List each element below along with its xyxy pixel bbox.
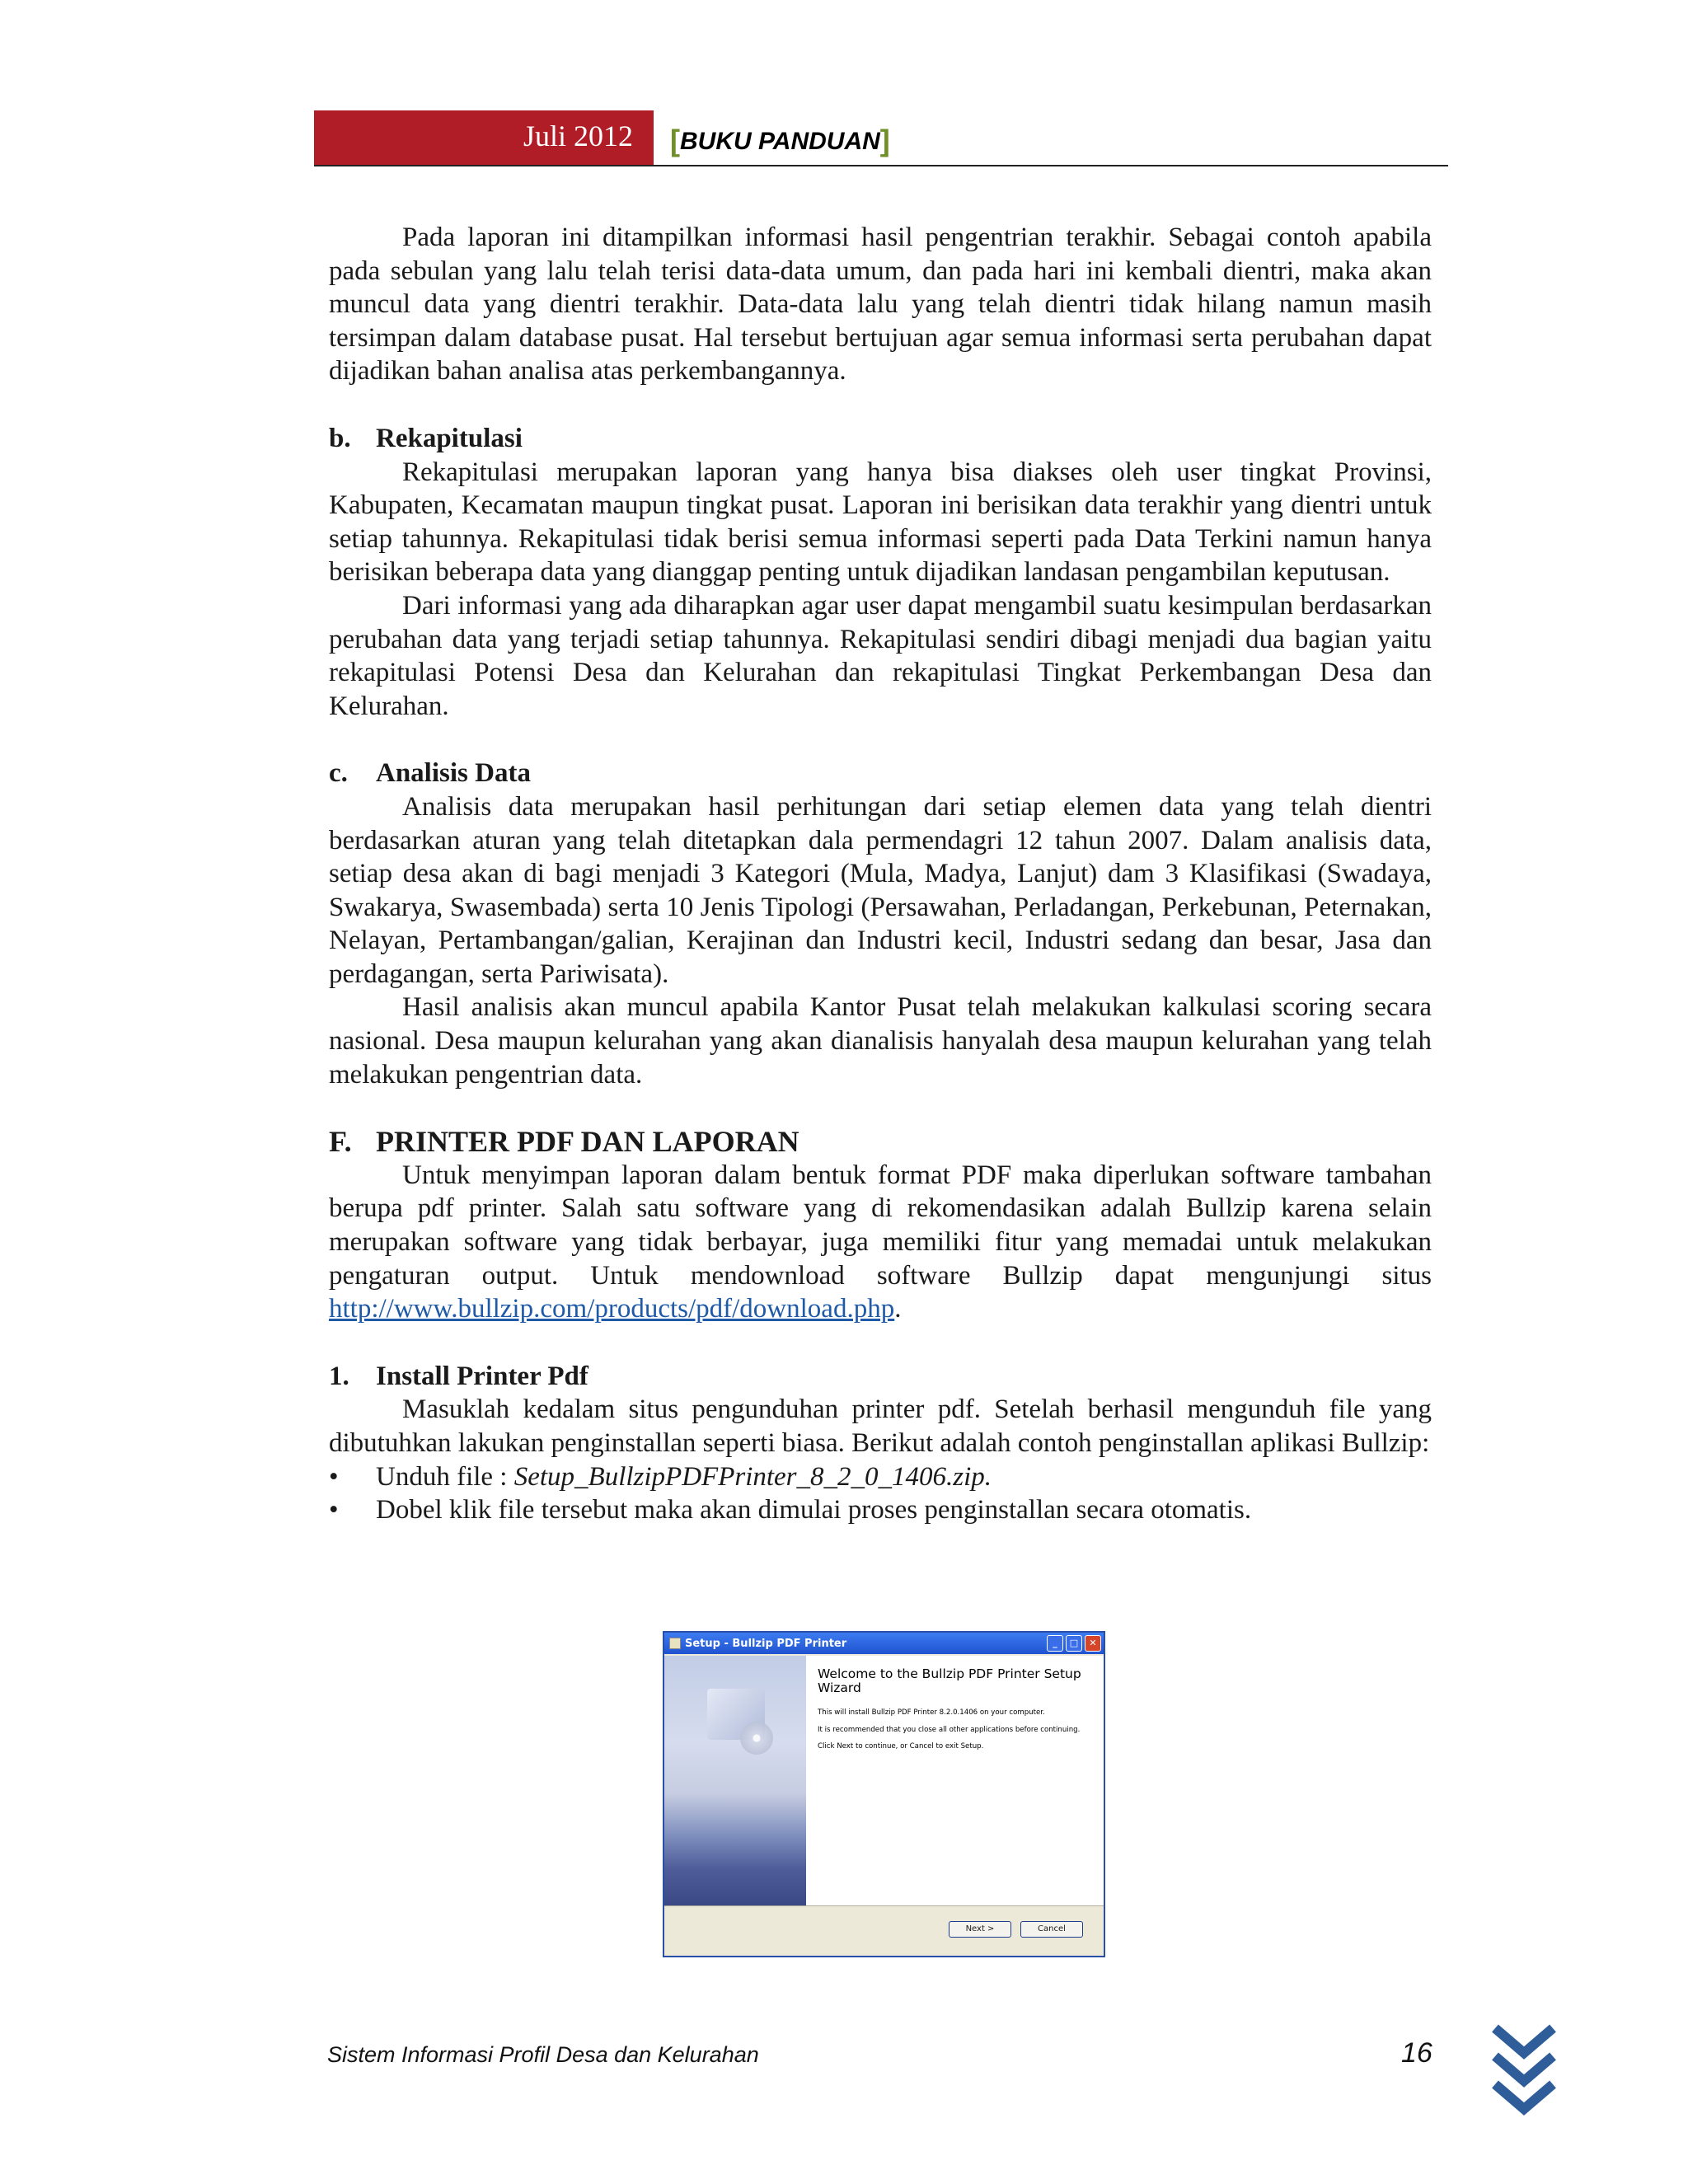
bullet-prefix: Unduh file : — [376, 1461, 514, 1492]
setup-window-title: Setup - Bullzip PDF Printer — [685, 1637, 847, 1650]
wizard-heading: Welcome to the Bullzip PDF Printer Setup Wizard — [818, 1666, 1081, 1695]
bullet-icon: • — [329, 1461, 339, 1492]
section-number: F. — [329, 1125, 352, 1159]
header-bracket-close: ] — [879, 124, 890, 157]
section-heading-install-printer — [329, 1360, 1432, 1394]
spacer — [329, 1091, 1432, 1125]
paragraph-text: Untuk menyimpan laporan dalam bentuk format PDF maka diperlukan software tambahan berupa pdf printer. Salah satu software yang di rekomendasikan adalah Bullzip karena selain merupakan software yang tidak berbayar, juga memiliki fitur yang memadai untuk melakukan pengaturan output. Untuk mendownload software Bullzip dapat mengunjungi situs — [329, 1160, 1432, 1291]
section-title: Analisis Data — [376, 758, 531, 789]
paragraph-analisis-1: Analisis data merupakan hasil perhitungan dari setiap elemen data yang telah dientri berdasarkan aturan yang telah ditetapkan dala permendagri 12 tahun 2007. Dalam analisis data, setiap desa akan di bagi menjadi 3 Kategori (Mula, Madya, Lanjut) dam 3 Klasifikasi (Swadaya, Swakarya, Swasembada) serta 10 Jenis Tipologi (Persawahan, Perladangan, Perkebunan, Peternakan, Nelayan, Pertambangan/galian, Kerajinan dan Industri kecil, Industri sedang dan besar, Jasa dan perdagangan, serta Pariwisata). — [329, 791, 1432, 989]
bullet-text: Dobel klik file tersebut maka akan dimulai proses penginstallan secara otomatis. — [376, 1495, 1252, 1526]
next-button[interactable]: Next > — [949, 1921, 1011, 1938]
close-icon[interactable]: ✕ — [1085, 1635, 1101, 1652]
paragraph-period: . — [894, 1294, 902, 1324]
wizard-line-2: It is recommended that you close all other applications before continuing. — [818, 1725, 1081, 1734]
setup-app-icon — [669, 1638, 681, 1649]
bullet-icon: • — [329, 1495, 339, 1526]
setup-window-content — [664, 1656, 1104, 1905]
section-number: 1. — [329, 1361, 349, 1391]
spacer — [329, 1326, 1432, 1360]
wizard-line-1: This will install Bullzip PDF Printer 8.2.0.1406 on your computer. — [818, 1708, 1045, 1717]
footer-title: Sistem Informasi Profil Desa dan Kelurahan — [327, 2042, 759, 2067]
section-heading-printer-pdf — [329, 1125, 1432, 1159]
section-heading-analisis-data — [329, 757, 1432, 790]
paragraph-rekapitulasi-2: Dari informasi yang ada diharapkan agar user dapat mengambil suatu kesimpulan berdasarkan perubahan data yang terjadi setiap tahunnya. Rekapitulasi sendiri dibagi menjadi dua bagian yaitu rekapitulasi Potensi Desa dan Kelurahan dan rekapitulasi Tingkat Perkembangan Desa dan Kelurahan. — [329, 590, 1432, 721]
section-title: Rekapitulasi — [376, 423, 523, 453]
section-heading-rekapitulasi — [329, 422, 1432, 456]
bullzip-download-link[interactable]: http://www.bullzip.com/products/pdf/download.php — [329, 1294, 895, 1324]
paragraph-analisis-2: Hasil analisis akan muncul apabila Kantor Pusat telah melakukan kalkulasi scoring secara nasional. Desa maupun kelurahan yang akan dianalisis hanyalah desa maupun kelurahan yang telah melakukan pengentrian data. — [329, 992, 1432, 1090]
page-number: 16 — [1401, 2037, 1432, 2069]
cd-disc-icon — [740, 1722, 773, 1755]
file-name: Setup_BullzipPDFPrinter_8_2_0_1406.zip. — [513, 1461, 992, 1492]
wizard-side-image — [664, 1656, 806, 1905]
wizard-text — [818, 1667, 1090, 1760]
header-rule — [314, 165, 1448, 166]
bullet-item-download — [329, 1460, 1432, 1494]
paragraph-printer-pdf — [329, 1159, 1432, 1326]
document-body — [329, 221, 1432, 1527]
bullet-text — [376, 1460, 992, 1494]
wizard-line-3: Click Next to continue, or Cancel to exit Setup. — [818, 1742, 984, 1750]
setup-window-footer — [664, 1905, 1104, 1956]
paragraph-intro: Pada laporan ini ditampilkan informasi hasil pengentrian terakhir. Sebagai contoh apabila pada sebulan yang lalu telah terisi data-data umum, dan pada hari ini kembali dientri, maka akan muncul data yang dientri terakhir. Data-data lalu yang telah dientri tidak hilang namun masih tersimpan dalam database pusat. Hal tersebut bertujuan agar semua informasi serta perubahan dapat dijadikan bahan analisa atas perkembangannya. — [329, 223, 1432, 387]
maximize-icon[interactable]: □ — [1066, 1635, 1082, 1652]
bullet-item-double-click — [329, 1493, 1432, 1527]
spacer — [329, 723, 1432, 757]
section-number: b. — [329, 423, 351, 453]
paragraph-rekapitulasi-1: Rekapitulasi merupakan laporan yang hanya bisa diakses oleh user tingkat Provinsi, Kabupaten, Kecamatan maupun tingkat pusat. Laporan ini berisikan data terakhir yang dientri untuk setiap tahunnya. Rekapitulasi tidak berisi semua informasi seperti pada Data Terkini namun hanya berisikan beberapa data yang dianggap penting untuk dijadikan landasan pengambilan keputusan. — [329, 457, 1432, 588]
setup-wizard-screenshot — [663, 1631, 1105, 1957]
section-title: Install Printer Pdf — [376, 1361, 588, 1391]
header-bracket-open: [ — [670, 124, 680, 157]
section-number: c. — [329, 758, 348, 789]
header-date: Juli 2012 — [523, 120, 634, 152]
setup-window-titlebar — [664, 1633, 1104, 1654]
paragraph-install: Masuklah kedalam situs pengunduhan printer pdf. Setelah berhasil mengunduh file yang dibutuhkan lakukan penginstallan seperti biasa. Berikut adalah contoh penginstallan aplikasi Bullzip: — [329, 1394, 1432, 1458]
chevron-down-icon — [1490, 2023, 1558, 2119]
minimize-icon[interactable]: _ — [1047, 1635, 1063, 1652]
cancel-button[interactable]: Cancel — [1020, 1921, 1083, 1938]
header-title-text: BUKU PANDUAN — [680, 128, 880, 155]
header-title — [670, 122, 890, 157]
spacer — [329, 388, 1432, 422]
section-title: PRINTER PDF DAN LAPORAN — [376, 1125, 799, 1159]
